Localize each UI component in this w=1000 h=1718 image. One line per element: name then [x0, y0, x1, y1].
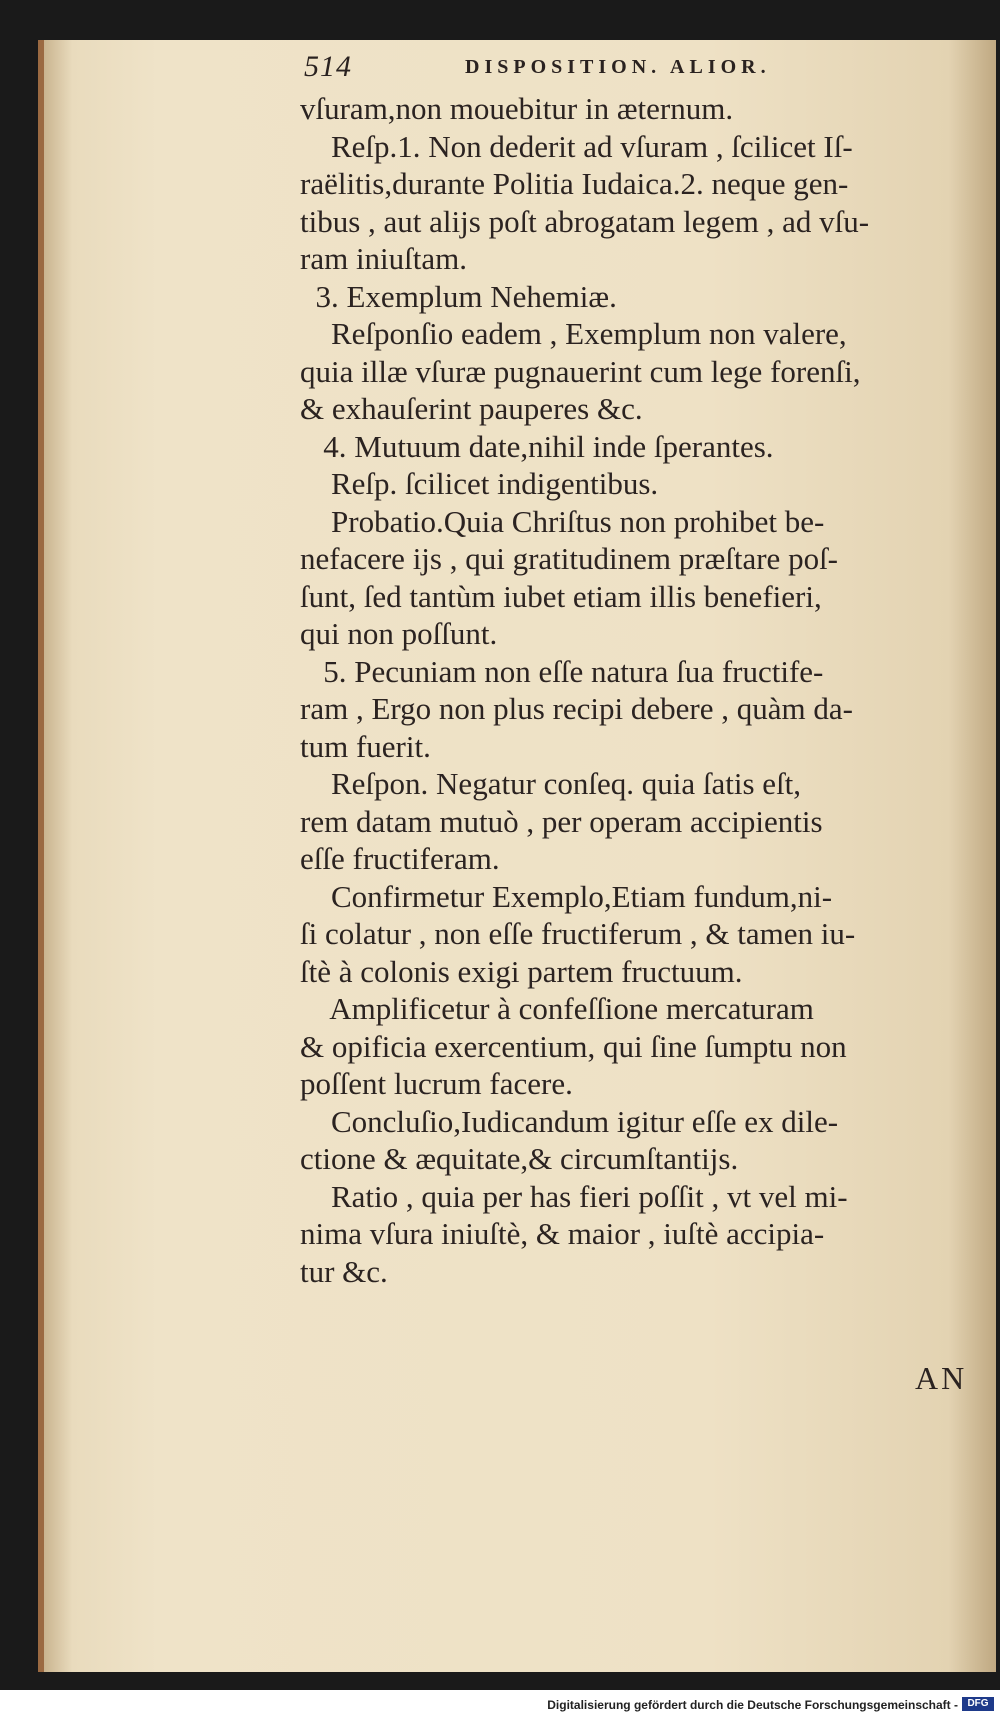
text-line: poſſent lucrum facere. — [300, 1066, 573, 1101]
text-line: raëlitis,durante Politia Iudaica.2. neque gen- — [300, 166, 849, 201]
text-line: Ratio , quia per has fieri poſſit , vt vel mi- — [300, 1178, 848, 1214]
footer — [0, 1690, 1000, 1718]
text-line: 5. Pecuniam non eſſe natura ſua fructife- — [300, 653, 824, 689]
text-line: eſſe fructiferam. — [300, 841, 500, 876]
text-line: quia illæ vſuræ pugnauerint cum lege forenſi, — [300, 353, 861, 389]
catchword: AN — [915, 1360, 968, 1396]
text-line: ſi colatur , non eſſe fructiferum , & tamen iu- — [300, 916, 856, 951]
text-line: nima vſura iniuſtè, & maior , iuſtè accipia- — [300, 1216, 825, 1251]
text-line: Concluſio,Iudicandum igitur eſſe ex dile- — [300, 1103, 839, 1139]
text-line: Reſpon. Negatur conſeq. quia ſatis eſt, — [300, 766, 802, 801]
page-number: 514 — [304, 50, 352, 83]
text-line: vſuram,non mouebitur in æternum. — [300, 91, 734, 126]
text-line: 3. Exemplum Nehemiæ. — [300, 278, 617, 314]
text-line: Reſp. ſcilicet indigentibus. — [300, 466, 659, 501]
text-line: Reſp.1. Non dederit ad vſuram , ſcilicet Iſ- — [300, 128, 853, 164]
text-line: ctione & æquitate,& circumſtantijs. — [300, 1141, 739, 1176]
text-line: tibus , aut alijs poſt abrogatam legem , ad vſu- — [300, 203, 870, 239]
body-text — [300, 90, 990, 1290]
text-line: Probatio.Quia Chriſtus non prohibet be- — [300, 503, 825, 539]
text-line: ram , Ergo non plus recipi debere , quàm da- — [300, 691, 853, 726]
text-line: & opificia exercentium, qui ſine ſumptu non — [300, 1028, 847, 1064]
text-line: ſtè à colonis exigi partem fructuum. — [300, 953, 743, 989]
footer-credit: Digitalisierung gefördert durch die Deutsche Forschungsgemeinschaft - — [547, 1698, 958, 1712]
text-line: tum fuerit. — [300, 728, 431, 764]
text-line: Amplificetur à confeſſione mercaturam — [300, 991, 814, 1026]
dfg-logo: DFG — [962, 1697, 994, 1711]
text-line: Reſponſio eadem , Exemplum non valere, — [300, 316, 847, 351]
page-header — [300, 50, 990, 90]
text-line: tur &c. — [300, 1253, 388, 1289]
text-line: rem datam mutuò , per operam accipientis — [300, 803, 823, 839]
text-line: 4. Mutuum date,nihil inde ſperantes. — [300, 428, 774, 464]
running-head: DISPOSITION. ALIOR. — [465, 56, 771, 78]
text-line: nefacere ijs , qui gratitudinem præſtare poſ- — [300, 541, 839, 576]
text-line: qui non poſſunt. — [300, 616, 498, 651]
text-line: ſunt, ſed tantùm iubet etiam illis benefieri, — [300, 578, 822, 614]
text-line: Confirmetur Exemplo,Etiam fundum,ni- — [300, 878, 833, 914]
text-line: ram iniuſtam. — [300, 241, 468, 276]
text-line: & exhauſerint pauperes &c. — [300, 391, 643, 426]
